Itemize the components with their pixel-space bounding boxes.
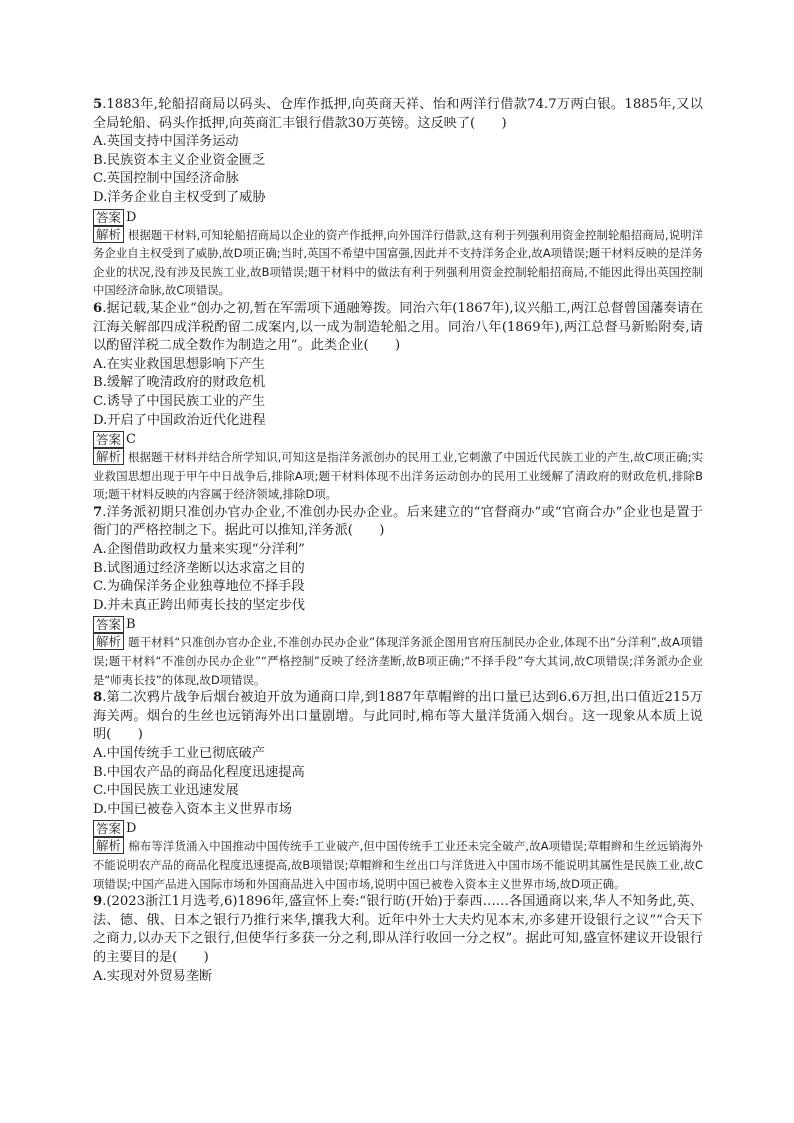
- option-a: A.实现对外贸易垄断: [93, 968, 213, 984]
- answer-value: C: [126, 432, 136, 448]
- option-d: D.并未真正跨出师夷长技的坚定步伐: [93, 597, 306, 613]
- explanation-tag: 解析: [93, 633, 124, 650]
- explanation: [93, 633, 703, 689]
- explanation: [93, 448, 703, 504]
- answer-row: [93, 820, 703, 837]
- question-7: [93, 504, 703, 689]
- question-number: 8: [93, 690, 103, 706]
- question-5: [93, 96, 703, 300]
- option-b: B.试图通过经济垄断以达求富之目的: [93, 560, 305, 576]
- answer-tag: 答案: [93, 820, 124, 837]
- explanation-tag: 解析: [93, 448, 124, 465]
- question-stem: 9.(2023浙江1月选考,6)1896年,盛宣怀上奏:“银行昉(开始)于泰西……各国通商以来,华人不知务此,英、法、德、俄、日本之银行乃推行来华,攘我大利。近年中外士大夫灼见本末,亦多建开设银行之议”“合天下之商力,以办天下之银行,但使华行多获一分之利,即从洋行收回一分之权”。据此可知,盛宣怀建议开设银行的主要目的是( ): [93, 894, 703, 965]
- option-a: A.企图借助政权力量来实现“分洋利”: [93, 542, 305, 558]
- explanation-text: 棉布等洋货涌入中国推动中国传统手工业破产,但中国传统手工业还未完全破产,故A项错误;草帽辫和生丝远销海外不能说明农产品的商品化程度迅速提高,故B项错误;草帽辫和生丝出口与洋货进入中国市场不能说明其属性是民族工业,故C项错误;中国产品进入国际市场和外国商品进入中国市场,说明中国已被卷入资本主义世界市场,故D项正确。: [93, 839, 703, 891]
- option-c: C.诱导了中国民族工业的产生: [93, 393, 266, 409]
- option-b: B.民族资本主义企业资金匮乏: [93, 152, 266, 168]
- document-page: [93, 96, 703, 986]
- answer-value: D: [126, 821, 137, 837]
- answer-row: [93, 616, 703, 633]
- question-number: 5: [93, 97, 103, 112]
- explanation: [93, 226, 703, 300]
- answer-value: D: [126, 209, 137, 225]
- explanation-text: 题干材料“只准创办官办企业,不准创办民办企业”体现洋务派企图用官府压制民办企业,体现不出“分洋利”,故A项错误;题干材料“不准创办民办企业”“严格控制”反映了经济垄断,故B项正确;“不择手段”夸大其词,故C项错误;洋务派办企业是“师夷长技”的体现,故D项错误。: [93, 635, 703, 687]
- explanation-tag: 解析: [93, 226, 124, 243]
- option-d: D.中国已被卷入资本主义世界市场: [93, 801, 292, 817]
- option-c: C.中国民族工业迅速发展: [93, 783, 239, 799]
- option-b: B.缓解了晚清政府的财政危机: [93, 375, 266, 391]
- answer-value: B: [126, 617, 136, 633]
- question-number: 9: [93, 894, 103, 910]
- question-number: 7: [93, 504, 103, 520]
- explanation-text: 根据题干材料并结合所学知识,可知这是指洋务派创办的民用工业,它刺激了中国近代民族工业的产生,故C项正确;实业救国思想出现于甲午中日战争后,排除A项;题干材料体现不出洋务运动创办的民用工业缓解了清政府的财政危机,排除B项;题干材料反映的内容属于经济领域,排除D项。: [93, 450, 703, 502]
- question-stem: 8.第二次鸦片战争后烟台被迫开放为通商口岸,到1887年草帽辫的出口量已达到6.6万担,出口值近215万海关两。烟台的生丝也远销海外出口量剧增。与此同时,棉布等大量洋货涌入烟台。这一现象从本质上说明( ): [93, 690, 703, 743]
- answer-tag: 答案: [93, 209, 124, 226]
- option-b: B.中国农产品的商品化程度迅速提高: [93, 764, 305, 780]
- option-c: C.英国控制中国经济命脉: [93, 171, 239, 187]
- question-6: [93, 300, 703, 504]
- explanation-tag: 解析: [93, 837, 124, 854]
- question-8: [93, 689, 703, 893]
- question-number: 6: [93, 300, 103, 316]
- answer-tag: 答案: [93, 616, 124, 633]
- option-c: C.为确保洋务企业独尊地位不择手段: [93, 579, 305, 595]
- question-9: [93, 893, 703, 986]
- option-a: A.在实业救国思想影响下产生: [93, 356, 265, 372]
- option-d: D.开启了中国政治近代化进程: [93, 412, 266, 428]
- question-stem: 6.据记载,某企业“创办之初,暂在军需项下通融筹拨。同治六年(1867年),议兴船工,两江总督曾国藩奏请在江海关解部四成洋税酌留二成案内,以一成为制造轮船之用。同治八年(1869年),两江总督马新贻附奏,请以酌留洋税二成全数作为制造之用”。此类企业( ): [93, 300, 703, 354]
- answer-tag: 答案: [93, 431, 124, 448]
- question-stem: 7.洋务派初期只准创办官办企业,不准创办民办企业。后来建立的“官督商办”或“官商合办”企业也是置于衙门的严格控制之下。据此可以推知,洋务派( ): [93, 504, 703, 539]
- answer-row: [93, 431, 703, 448]
- question-stem: 5.1883年,轮船招商局以码头、仓库作抵押,向英商天祥、怡和两洋行借款74.7万两白银。1885年,又以全局轮船、码头作抵押,向英商汇丰银行借款30万英镑。这反映了( ): [93, 97, 703, 131]
- option-d: D.洋务企业自主权受到了威胁: [93, 189, 266, 205]
- option-a: A.英国支持中国洋务运动: [93, 134, 239, 150]
- option-a: A.中国传统手工业已彻底破产: [93, 746, 265, 761]
- explanation-text: 根据题干材料,可知轮船招商局以企业的资产作抵押,向外国洋行借款,这有利于列强利用资金控制轮船招商局,说明洋务企业自主权受到了威胁,故D项正确;当时,英国不希望中国富强,因此并不支持洋务企业,故A项错误;题干材料反映的是洋务企业的状况,没有涉及民族工业,故B项错误;题干材料中的做法有利于列强利用资金控制轮船招商局,不能因此得出英国控制中国经济命脉,故C项错误。: [93, 227, 703, 298]
- answer-row: [93, 209, 703, 226]
- explanation: [93, 837, 703, 893]
